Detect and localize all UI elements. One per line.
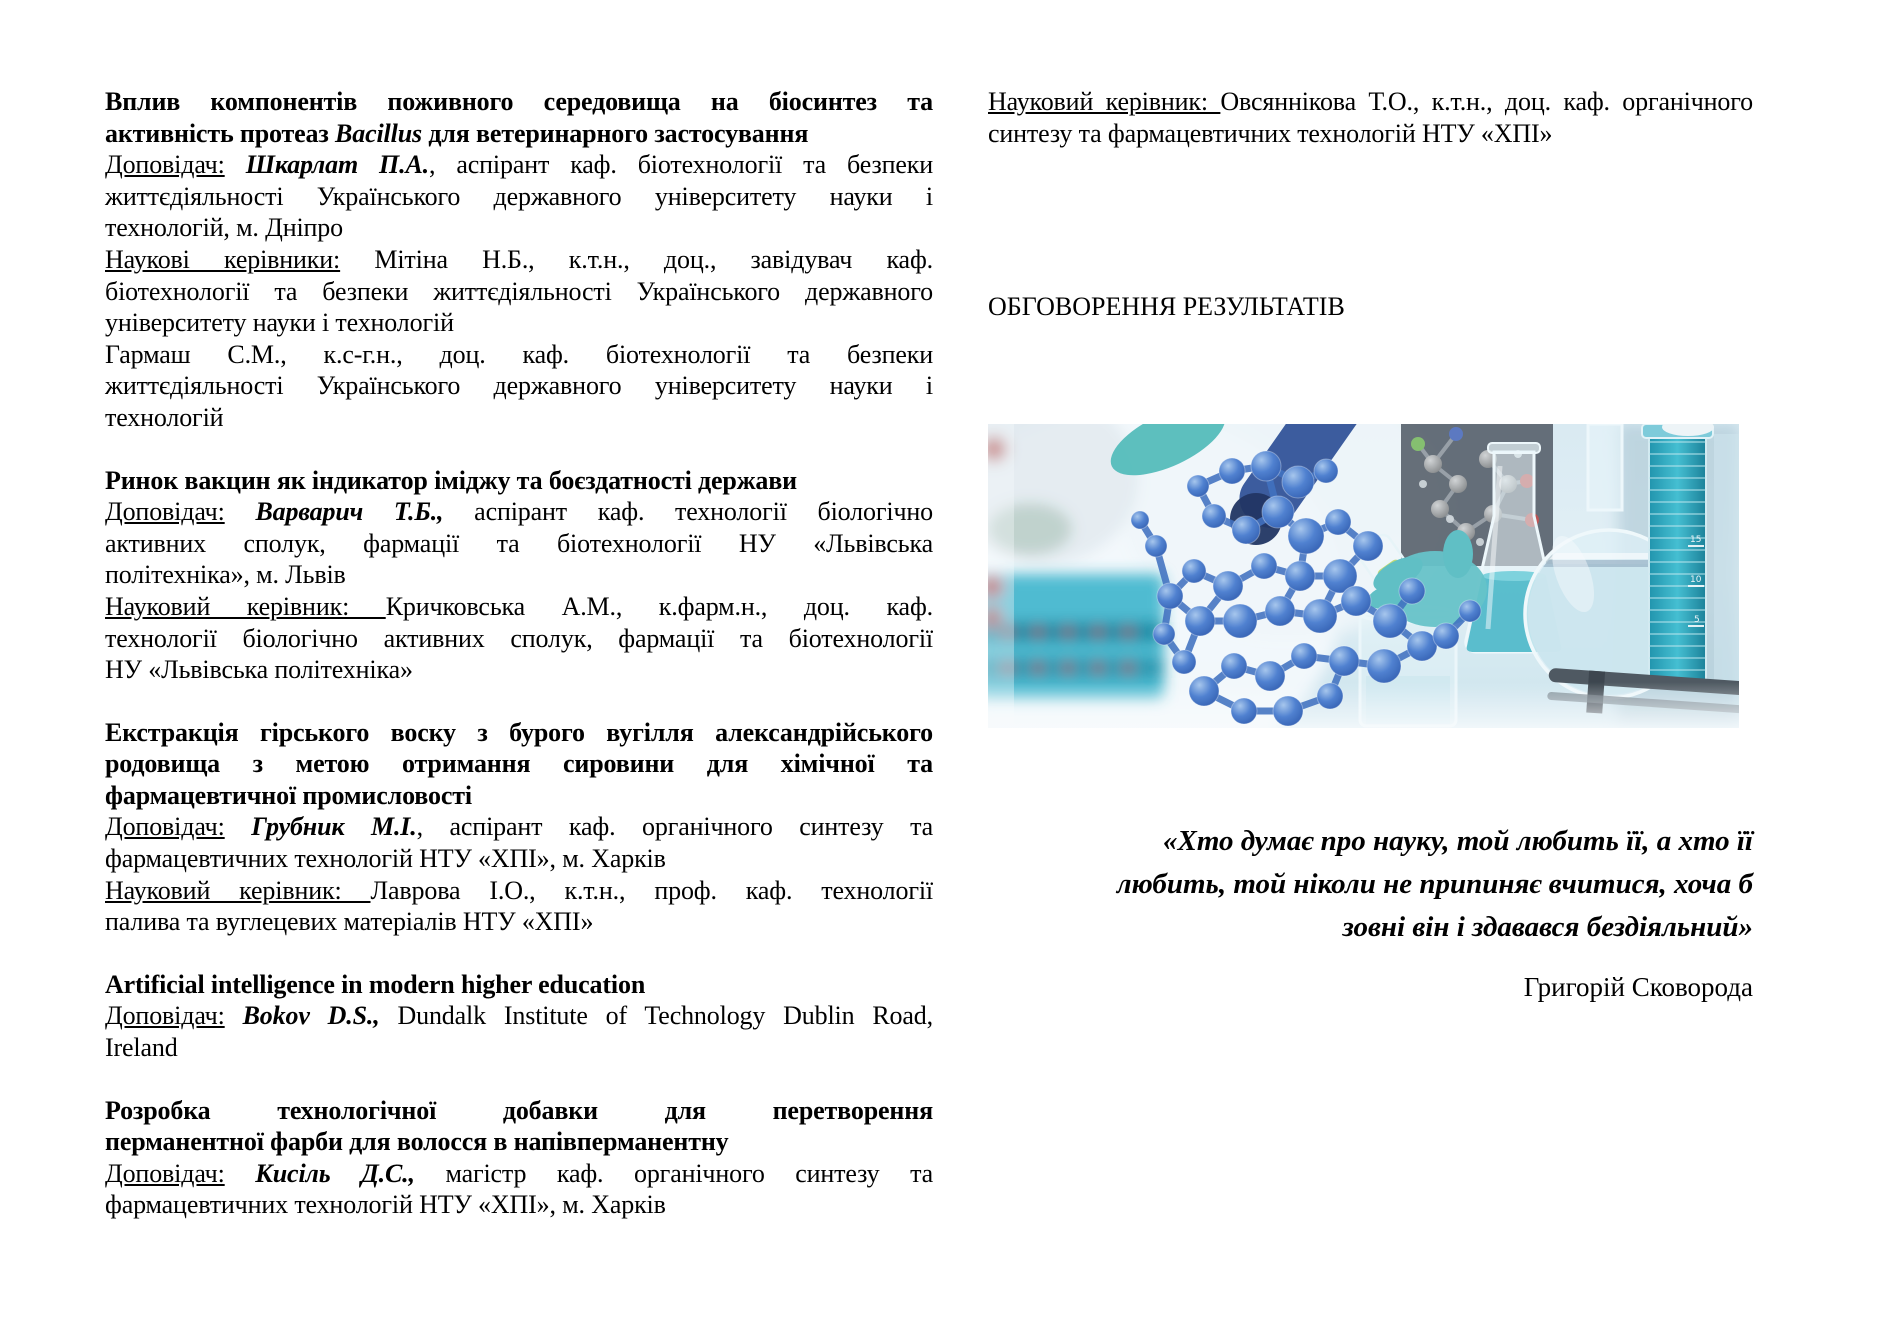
text-line: Вплив компонентів поживного середовища на біосинтез та [105,87,933,116]
text-line: технологій, м. Дніпро [105,213,343,243]
text-line: Науковий керівник: Овсяннікова Т.О., к.т.н., доц. каф. органічного [988,87,1753,116]
text-line: життєдіяльності Українського державного університету науки і [105,181,933,211]
text-line: Доповідач: Шкарлат П.А., аспірант каф. біотехнології та безпеки [105,150,933,180]
quote-line: зовні він і здавався бездіяльний» [1342,910,1753,943]
text-line: біотехнології та безпеки життєдіяльності Українського державного [105,276,933,306]
text-line: політехніка», м. Львів [105,560,346,590]
text-line: синтезу та фармацевтичних технологій НТУ «ХПІ» [988,118,1553,148]
svg-text:5: 5 [1694,614,1700,625]
svg-text:10: 10 [1690,574,1702,585]
text-line: фармацевтичних технологій НТУ «ХПІ», м. Харків [105,844,666,874]
talk-entry-5 [105,1095,933,1221]
text-line: Розробка технологічної добавки для перетворення [105,1095,933,1125]
quote-line: «Хто думає про науку, той любить її, а хто її [1163,824,1753,857]
text-line: НУ «Львівська політехніка» [105,655,413,685]
quote [988,820,1753,1003]
left-column [105,86,933,1252]
text-line: технології біологічно активних сполук, фармації та біотехнології [105,623,933,653]
text-line: життєдіяльності Українського державного університету науки і [105,371,933,401]
text-line: Доповідач: Bokov D.S., Dundalk Institute of Technology Dublin Road, [105,1001,933,1031]
text-line: Науковий керівник: Кричковська А.М., к.фарм.н., доц. каф. [105,591,933,621]
text-line: Наукові керівники: Мітіна Н.Б., к.т.н., доц., завідувач каф. [105,244,933,274]
supervisor-note [988,86,1753,149]
quote-line: любить, той ніколи не припиняє вчитися, хоча б [1116,867,1753,900]
text-line: перманентної фарби для волосся в напівперманентну [105,1127,729,1157]
text-line: Доповідач: Кисіль Д.С., магістр каф. органічного синтезу та [105,1158,933,1188]
text-line: палива та вуглецевих матеріалів НТУ «ХПІ» [105,907,594,937]
quote-attribution: Григорій Сковорода [1523,971,1753,1002]
svg-text:15: 15 [1690,534,1702,545]
text-line: Доповідач: Варварич Т.Б., аспірант каф. технології біологічно [105,497,933,527]
talk-entry-1 [105,86,933,434]
text-line: Artificial intelligence in modern higher education [105,969,646,999]
text-line: фармацевтичної промисловості [105,780,472,810]
text-line: Гармаш С.М., к.с-г.н., доц. каф. біотехнології та безпеки [105,339,933,369]
text-line: Доповідач: Грубник М.І., аспірант каф. органічного синтезу та [105,812,933,842]
text-line: Екстракція гірського воску з бурого вугілля александрійського [105,717,933,747]
text-line: Ireland [105,1033,178,1063]
talk-entry-3 [105,717,933,938]
section-heading: ОБГОВОРЕННЯ РЕЗУЛЬТАТІВ [988,292,1345,322]
right-column [988,86,1753,1003]
text-line: активних сполук, фармації та біотехнології НУ «Львівська [105,528,933,558]
talk-entry-4 [105,969,933,1064]
text-line: родовища з метою отримання сировини для хімічної та [105,749,933,779]
text-line: фармацевтичних технологій НТУ «ХПІ», м. Харків [105,1190,666,1220]
lab-photo-illustration [988,424,1739,728]
text-line: університету науки і технологій [105,308,454,338]
talk-entry-2 [105,465,933,686]
lab-photo [988,424,1739,728]
text-line: Ринок вакцин як індикатор іміджу та боєздатності держави [105,465,797,495]
text-line: Науковий керівник: Лаврова І.О., к.т.н., проф. каф. технології [105,875,934,905]
text-line: активність протеаз Bacillus для ветеринарного застосування [105,118,809,148]
text-line: технологій [105,402,224,432]
